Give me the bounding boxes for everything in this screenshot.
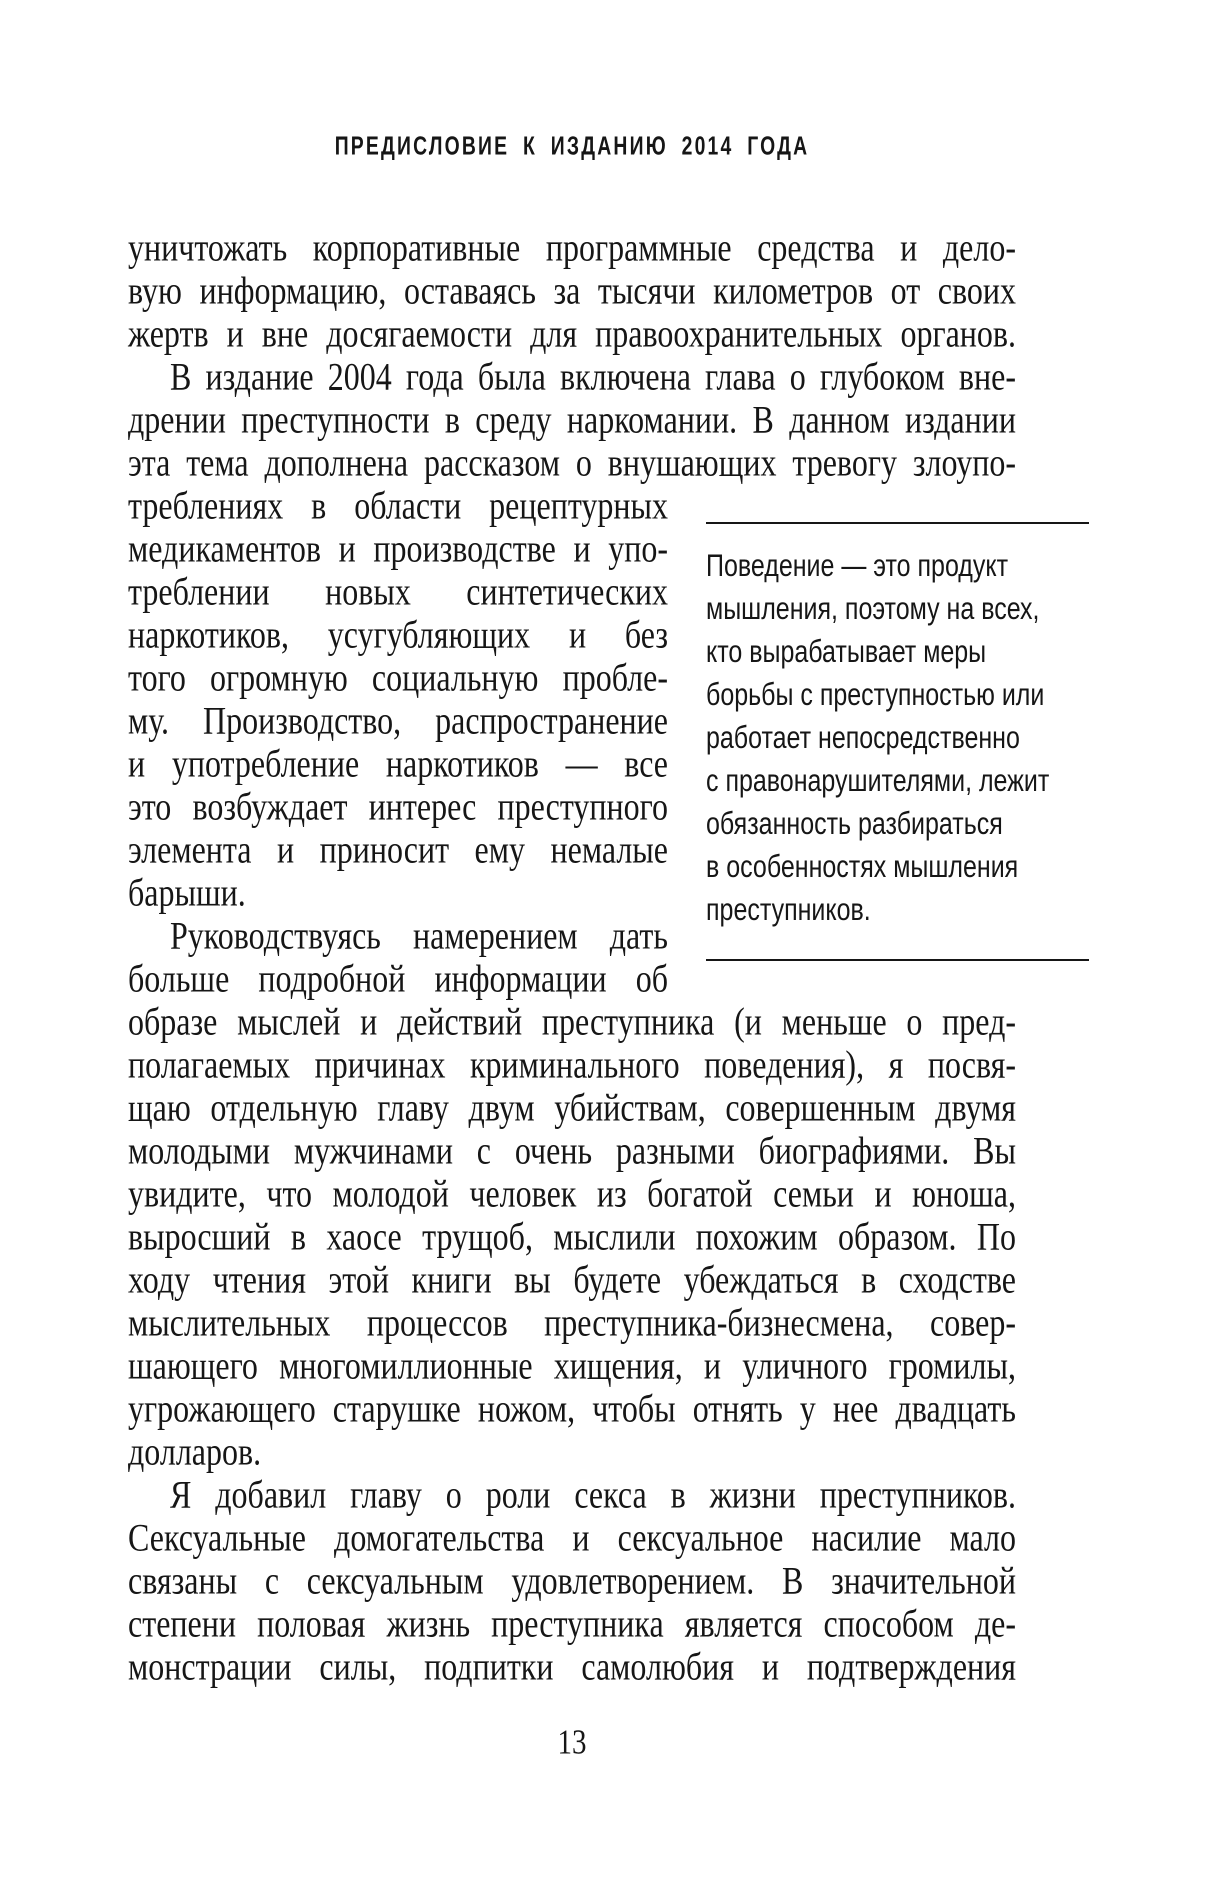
text-line: наркотиков, усугубляющих и без: [128, 611, 668, 656]
text-line: ходу чтения этой книги вы будете убеждаться в сходстве: [128, 1256, 1016, 1301]
text-line: Руководствуясь намерением дать: [170, 912, 668, 957]
text-line: угрожающего старушке ножом, чтобы отнять у нее двадцать: [128, 1385, 1016, 1430]
text-line: в особенностях мышления: [706, 849, 1019, 885]
text-line: жертв и вне досягаемости для правоохранительных органов.: [128, 310, 1016, 355]
text-line: элемента и приносит ему немалые: [128, 826, 668, 871]
text-line: эта тема дополнена рассказом о внушающих тревогу злоупо-: [128, 439, 1016, 484]
text-line: это возбуждает интерес преступного: [128, 783, 668, 828]
text-line: борьбы с преступностью или: [706, 677, 1045, 713]
text-line: медикаментов и производстве и упо-: [128, 525, 668, 570]
text-line: дрении преступности в среду наркомании. В данном издании: [128, 396, 1016, 441]
text-line: обязанность разбираться: [706, 806, 1003, 842]
text-line: и употребление наркотиков — все: [128, 740, 668, 785]
text-line: полагаемых причинах криминального поведения), я посвя-: [128, 1041, 1016, 1086]
text-line: Сексуальные домогательства и сексуальное насилие мало: [128, 1514, 1016, 1559]
text-line: молодыми мужчинами с очень разными биографиями. Вы: [128, 1127, 1016, 1172]
paragraph-block-bottom: [128, 1000, 1016, 1688]
text-line: больше подробной информации об: [128, 955, 668, 1000]
paragraph-block-top: [128, 226, 1016, 484]
text-line: кто вырабатывает меры: [706, 634, 987, 670]
text-line: барыши.: [128, 869, 246, 914]
text-line: преступников.: [706, 892, 871, 928]
text-line: вую информацию, оставаясь за тысячи километров от своих: [128, 267, 1016, 312]
chapter-header: ПРЕДИСЛОВИЕ К ИЗДАНИЮ 2014 ГОДА: [334, 130, 810, 161]
text-line: Я добавил главу о роли секса в жизни преступников.: [170, 1471, 1016, 1516]
text-line: щаю отдельную главу двум убийствам, совершенным двумя: [128, 1084, 1016, 1129]
text-line: мышления, поэтому на всех,: [706, 591, 1040, 627]
text-line: Поведение — это продукт: [706, 548, 1009, 584]
text-line: треблении новых синтетических: [128, 568, 668, 613]
page-number: 13: [557, 1723, 587, 1763]
text-line: уничтожать корпоративные программные средства и дело-: [128, 224, 1016, 269]
text-line: мыслительных процессов преступника-бизнесмена, совер-: [128, 1299, 1016, 1344]
text-line: му. Производство, распространение: [128, 697, 668, 742]
text-line: выросший в хаосе трущоб, мыслили похожим образом. По: [128, 1213, 1016, 1258]
text-line: монстрации силы, подпитки самолюбия и подтверждения: [128, 1643, 1016, 1688]
text-line: степени половая жизнь преступника является способом де-: [128, 1600, 1016, 1645]
text-line: долларов.: [128, 1428, 262, 1473]
text-line: связаны с сексуальным удовлетворением. В значительной: [128, 1557, 1016, 1602]
text-line: работает непосредственно: [706, 720, 1020, 756]
text-line: с правонарушителями, лежит: [706, 763, 1050, 799]
text-line: образе мыслей и действий преступника (и меньше о пред-: [128, 998, 1016, 1043]
text-line: увидите, что молодой человек из богатой семьи и юноша,: [128, 1170, 1016, 1215]
pull-quote-sidebar: [706, 522, 1089, 961]
pull-quote-top-rule: [706, 522, 1089, 524]
pull-quote-text: [706, 545, 1089, 932]
text-line: треблениях в области рецептурных: [128, 482, 668, 527]
pull-quote-bottom-rule: [706, 959, 1089, 961]
text-line: В издание 2004 года была включена глава о глубоком вне-: [170, 353, 1016, 398]
paragraph-block-left-column: [128, 484, 668, 1000]
text-line: того огромную социальную пробле-: [128, 654, 668, 699]
text-line: шающего многомиллионные хищения, и уличного громилы,: [128, 1342, 1016, 1387]
